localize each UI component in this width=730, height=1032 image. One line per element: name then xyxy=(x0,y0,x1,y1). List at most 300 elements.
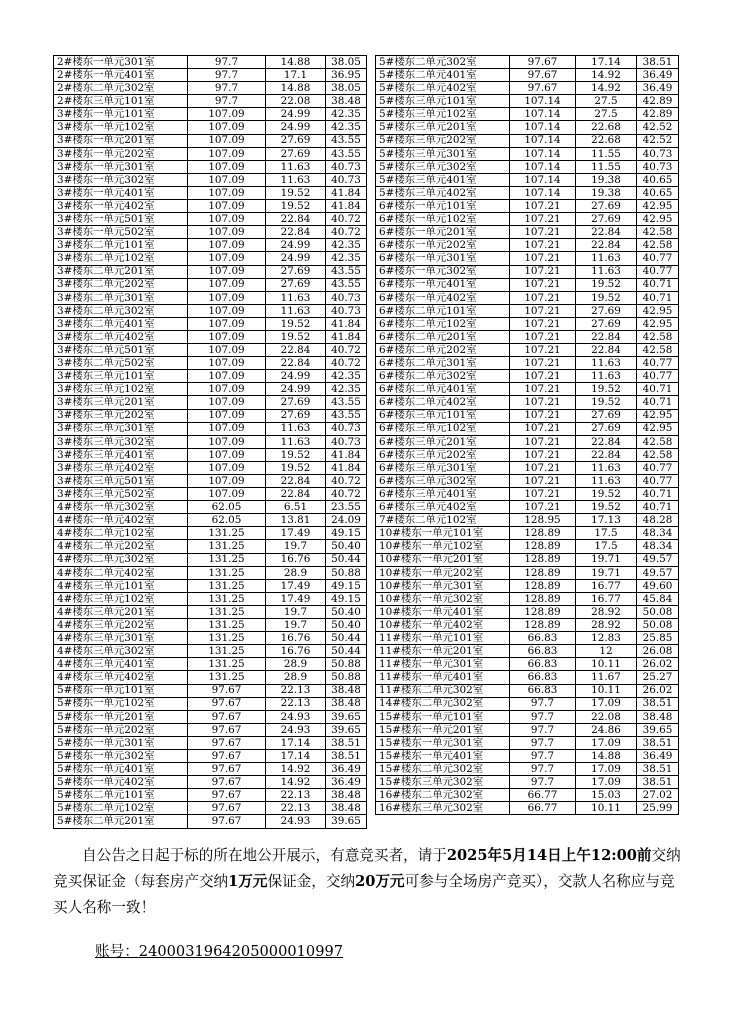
area-value: 107.09 xyxy=(188,409,266,422)
table-row xyxy=(54,501,367,514)
price-value: 39.65 xyxy=(326,815,367,828)
shared-value: 14.88 xyxy=(576,749,637,762)
area-value: 97.7 xyxy=(188,95,266,108)
area-value: 107.09 xyxy=(188,121,266,134)
room-name: 3#楼东三单元302室 xyxy=(54,435,188,448)
house-table-right xyxy=(375,55,679,815)
room-name: 3#楼东二单元401室 xyxy=(54,317,188,330)
room-name: 3#楼东三单元301室 xyxy=(54,422,188,435)
shared-value: 14.92 xyxy=(266,776,326,789)
price-value: 38.48 xyxy=(326,802,367,815)
table-row xyxy=(376,619,679,632)
price-value: 42.35 xyxy=(326,108,367,121)
table-row xyxy=(376,147,679,160)
area-value: 128.89 xyxy=(510,566,576,579)
shared-value: 27.69 xyxy=(576,422,637,435)
room-name: 10#楼东一单元202室 xyxy=(376,566,510,579)
area-value: 97.7 xyxy=(510,763,576,776)
price-value: 38.48 xyxy=(326,95,367,108)
notice-text: 保证金，交纳 xyxy=(267,873,356,890)
shared-value: 10.11 xyxy=(576,684,637,697)
area-value: 107.09 xyxy=(188,108,266,121)
table-row xyxy=(54,540,367,553)
price-value: 42.58 xyxy=(637,330,679,343)
price-value: 43.55 xyxy=(326,265,367,278)
room-name: 10#楼东一单元402室 xyxy=(376,619,510,632)
price-value: 38.05 xyxy=(326,56,367,69)
shared-value: 17.1 xyxy=(266,69,326,82)
area-value: 128.89 xyxy=(510,605,576,618)
price-value: 40.72 xyxy=(326,475,367,488)
table-row xyxy=(376,475,679,488)
table-row xyxy=(54,409,367,422)
area-value: 107.21 xyxy=(510,330,576,343)
shared-value: 15.03 xyxy=(576,789,637,802)
shared-value: 27.69 xyxy=(576,317,637,330)
area-value: 97.67 xyxy=(510,56,576,69)
price-value: 43.55 xyxy=(326,409,367,422)
area-value: 107.14 xyxy=(510,147,576,160)
table-row xyxy=(54,186,367,199)
area-value: 107.14 xyxy=(510,186,576,199)
shared-value: 11.55 xyxy=(576,160,637,173)
shared-value: 22.13 xyxy=(266,697,326,710)
price-value: 36.49 xyxy=(637,69,679,82)
deposit-amount: 1万元 xyxy=(228,873,268,890)
shared-value: 22.13 xyxy=(266,789,326,802)
room-name: 5#楼东一单元301室 xyxy=(54,736,188,749)
price-value: 36.49 xyxy=(637,749,679,762)
price-value: 38.51 xyxy=(637,697,679,710)
price-value: 41.84 xyxy=(326,461,367,474)
room-name: 6#楼东二单元101室 xyxy=(376,304,510,317)
price-value: 40.73 xyxy=(326,173,367,186)
table-row xyxy=(376,592,679,605)
price-value: 41.84 xyxy=(326,330,367,343)
table-row xyxy=(376,200,679,213)
shared-value: 27.69 xyxy=(266,409,326,422)
price-value: 45.84 xyxy=(637,592,679,605)
price-value: 26.02 xyxy=(637,684,679,697)
shared-value: 22.84 xyxy=(576,226,637,239)
area-value: 107.09 xyxy=(188,278,266,291)
area-value: 107.21 xyxy=(510,265,576,278)
price-value: 42.89 xyxy=(637,95,679,108)
table-row xyxy=(54,173,367,186)
price-value: 42.58 xyxy=(637,435,679,448)
shared-value: 14.92 xyxy=(266,763,326,776)
room-name: 4#楼东一单元302室 xyxy=(54,501,188,514)
deadline-text: 2025年5月14日上午12:00前 xyxy=(446,847,652,864)
area-value: 107.21 xyxy=(510,501,576,514)
price-value: 42.35 xyxy=(326,252,367,265)
table-row xyxy=(376,95,679,108)
table-row xyxy=(376,173,679,186)
table-row xyxy=(376,239,679,252)
room-name: 3#楼东二单元201室 xyxy=(54,265,188,278)
table-row xyxy=(376,56,679,69)
shared-value: 22.84 xyxy=(576,448,637,461)
shared-value: 19.52 xyxy=(576,291,637,304)
room-name: 3#楼东三单元401室 xyxy=(54,448,188,461)
table-row xyxy=(54,710,367,723)
table-row xyxy=(54,514,367,527)
room-name: 5#楼东二单元201室 xyxy=(54,815,188,828)
area-value: 66.83 xyxy=(510,684,576,697)
table-row xyxy=(54,252,367,265)
notice-text: 可参与全场房产竞买），交款人名称应与竞买人名称一致！ xyxy=(53,873,675,916)
area-value: 107.21 xyxy=(510,461,576,474)
table-row xyxy=(376,461,679,474)
table-row xyxy=(54,461,367,474)
price-value: 42.95 xyxy=(637,409,679,422)
area-value: 128.89 xyxy=(510,579,576,592)
table-row xyxy=(376,749,679,762)
room-name: 3#楼东一单元102室 xyxy=(54,121,188,134)
area-value: 107.14 xyxy=(510,134,576,147)
shared-value: 24.99 xyxy=(266,252,326,265)
price-value: 36.95 xyxy=(326,69,367,82)
shared-value: 22.13 xyxy=(266,802,326,815)
room-name: 5#楼东三单元301室 xyxy=(376,147,510,160)
area-value: 131.25 xyxy=(188,566,266,579)
shared-value: 17.14 xyxy=(576,56,637,69)
shared-value: 16.77 xyxy=(576,579,637,592)
area-value: 97.67 xyxy=(188,723,266,736)
price-value: 38.51 xyxy=(637,776,679,789)
area-value: 62.05 xyxy=(188,501,266,514)
price-value: 42.52 xyxy=(637,134,679,147)
room-name: 10#楼东一单元302室 xyxy=(376,592,510,605)
shared-value: 22.84 xyxy=(266,357,326,370)
price-value: 42.95 xyxy=(637,317,679,330)
table-row xyxy=(54,553,367,566)
area-value: 131.25 xyxy=(188,579,266,592)
table-row xyxy=(54,619,367,632)
price-value: 49.15 xyxy=(326,579,367,592)
table-row xyxy=(54,448,367,461)
shared-value: 16.76 xyxy=(266,553,326,566)
shared-value: 28.92 xyxy=(576,605,637,618)
shared-value: 19.38 xyxy=(576,173,637,186)
area-value: 107.21 xyxy=(510,448,576,461)
area-value: 107.21 xyxy=(510,357,576,370)
room-name: 15#楼东二单元302室 xyxy=(376,763,510,776)
area-value: 66.83 xyxy=(510,671,576,684)
table-row xyxy=(376,723,679,736)
shared-value: 17.09 xyxy=(576,763,637,776)
shared-value: 19.71 xyxy=(576,553,637,566)
room-name: 5#楼东一单元202室 xyxy=(54,723,188,736)
area-value: 107.21 xyxy=(510,396,576,409)
area-value: 97.7 xyxy=(510,723,576,736)
room-name: 2#楼东三单元101室 xyxy=(54,95,188,108)
room-name: 4#楼东三单元202室 xyxy=(54,619,188,632)
room-name: 6#楼东一单元301室 xyxy=(376,252,510,265)
price-value: 40.72 xyxy=(326,344,367,357)
price-value: 42.95 xyxy=(637,304,679,317)
area-value: 128.95 xyxy=(510,514,576,527)
area-value: 107.09 xyxy=(188,160,266,173)
price-value: 40.73 xyxy=(326,435,367,448)
shared-value: 19.52 xyxy=(266,200,326,213)
table-row xyxy=(376,304,679,317)
room-name: 5#楼东三单元201室 xyxy=(376,121,510,134)
price-value: 42.95 xyxy=(637,200,679,213)
house-table-left xyxy=(53,55,367,829)
shared-value: 27.69 xyxy=(576,213,637,226)
price-value: 26.08 xyxy=(637,645,679,658)
price-value: 43.55 xyxy=(326,134,367,147)
table-row xyxy=(54,592,367,605)
room-name: 6#楼东三单元101室 xyxy=(376,409,510,422)
room-name: 3#楼东一单元402室 xyxy=(54,200,188,213)
table-row xyxy=(376,605,679,618)
table-row xyxy=(54,147,367,160)
room-name: 6#楼东一单元201室 xyxy=(376,226,510,239)
area-value: 107.14 xyxy=(510,108,576,121)
room-name: 15#楼东一单元301室 xyxy=(376,736,510,749)
table-row xyxy=(54,121,367,134)
shared-value: 17.49 xyxy=(266,592,326,605)
area-value: 107.09 xyxy=(188,435,266,448)
price-value: 40.77 xyxy=(637,265,679,278)
table-row xyxy=(54,82,367,95)
room-name: 3#楼东三单元202室 xyxy=(54,409,188,422)
price-value: 42.95 xyxy=(637,213,679,226)
room-name: 3#楼东一单元301室 xyxy=(54,160,188,173)
price-value: 25.99 xyxy=(637,802,679,815)
area-value: 107.21 xyxy=(510,278,576,291)
room-name: 6#楼东二单元402室 xyxy=(376,396,510,409)
table-row xyxy=(376,344,679,357)
notice-paragraph xyxy=(53,843,683,921)
notice-text: 交纳竞买保证金（每套房产交纳 xyxy=(53,847,681,890)
price-value: 40.73 xyxy=(326,160,367,173)
shared-value: 27.69 xyxy=(576,200,637,213)
area-value: 131.25 xyxy=(188,671,266,684)
table-row xyxy=(54,344,367,357)
price-value: 41.84 xyxy=(326,186,367,199)
account-line xyxy=(95,940,343,961)
area-value: 107.21 xyxy=(510,291,576,304)
area-value: 107.09 xyxy=(188,370,266,383)
table-row xyxy=(376,383,679,396)
price-value: 50.88 xyxy=(326,671,367,684)
shared-value: 24.93 xyxy=(266,815,326,828)
table-row xyxy=(376,488,679,501)
table-row xyxy=(54,684,367,697)
area-value: 97.67 xyxy=(188,749,266,762)
area-value: 107.09 xyxy=(188,226,266,239)
table-row xyxy=(54,645,367,658)
price-value: 43.55 xyxy=(326,147,367,160)
room-name: 5#楼东一单元101室 xyxy=(54,684,188,697)
room-name: 3#楼东一单元101室 xyxy=(54,108,188,121)
shared-value: 12 xyxy=(576,645,637,658)
room-name: 11#楼东一单元401室 xyxy=(376,671,510,684)
shared-value: 24.99 xyxy=(266,239,326,252)
room-name: 3#楼东二单元301室 xyxy=(54,291,188,304)
area-value: 97.7 xyxy=(510,776,576,789)
price-value: 41.84 xyxy=(326,200,367,213)
shared-value: 22.84 xyxy=(576,330,637,343)
shared-value: 17.49 xyxy=(266,527,326,540)
area-value: 107.09 xyxy=(188,317,266,330)
area-value: 107.21 xyxy=(510,226,576,239)
shared-value: 22.84 xyxy=(576,435,637,448)
price-value: 42.58 xyxy=(637,239,679,252)
area-value: 97.67 xyxy=(188,763,266,776)
shared-value: 17.14 xyxy=(266,749,326,762)
room-name: 6#楼东三单元302室 xyxy=(376,475,510,488)
room-name: 4#楼东三单元401室 xyxy=(54,658,188,671)
room-name: 16#楼东二单元302室 xyxy=(376,789,510,802)
area-value: 97.67 xyxy=(188,710,266,723)
price-value: 50.40 xyxy=(326,605,367,618)
room-name: 5#楼东三单元101室 xyxy=(376,95,510,108)
room-name: 10#楼东一单元301室 xyxy=(376,579,510,592)
room-name: 5#楼东二单元401室 xyxy=(376,69,510,82)
price-value: 38.48 xyxy=(637,710,679,723)
table-row xyxy=(376,69,679,82)
area-value: 107.14 xyxy=(510,121,576,134)
price-value: 38.05 xyxy=(326,82,367,95)
table-row xyxy=(54,632,367,645)
area-value: 107.21 xyxy=(510,409,576,422)
area-value: 107.21 xyxy=(510,475,576,488)
price-value: 49.60 xyxy=(637,579,679,592)
area-value: 107.21 xyxy=(510,252,576,265)
area-value: 97.7 xyxy=(188,82,266,95)
area-value: 107.14 xyxy=(510,160,576,173)
table-row xyxy=(54,723,367,736)
table-row xyxy=(376,213,679,226)
shared-value: 22.08 xyxy=(266,95,326,108)
room-name: 3#楼东二单元502室 xyxy=(54,357,188,370)
price-value: 40.73 xyxy=(326,422,367,435)
table-row xyxy=(376,658,679,671)
shared-value: 27.69 xyxy=(576,409,637,422)
price-value: 40.77 xyxy=(637,475,679,488)
price-value: 50.08 xyxy=(637,605,679,618)
price-value: 24.09 xyxy=(326,514,367,527)
room-name: 4#楼东三单元301室 xyxy=(54,632,188,645)
price-value: 50.88 xyxy=(326,658,367,671)
shared-value: 14.92 xyxy=(576,69,637,82)
price-value: 50.44 xyxy=(326,645,367,658)
table-row xyxy=(54,265,367,278)
price-value: 42.58 xyxy=(637,448,679,461)
price-value: 42.35 xyxy=(326,121,367,134)
room-name: 10#楼东一单元401室 xyxy=(376,605,510,618)
shared-value: 22.68 xyxy=(576,134,637,147)
price-value: 42.35 xyxy=(326,383,367,396)
area-value: 107.21 xyxy=(510,213,576,226)
shared-value: 16.76 xyxy=(266,632,326,645)
room-name: 6#楼东一单元402室 xyxy=(376,291,510,304)
price-value: 49.57 xyxy=(637,566,679,579)
room-name: 3#楼东一单元201室 xyxy=(54,134,188,147)
room-name: 15#楼东一单元101室 xyxy=(376,710,510,723)
room-name: 3#楼东三单元201室 xyxy=(54,396,188,409)
table-row xyxy=(54,357,367,370)
room-name: 5#楼东三单元102室 xyxy=(376,108,510,121)
shared-value: 17.5 xyxy=(576,527,637,540)
shared-value: 24.99 xyxy=(266,383,326,396)
price-value: 40.65 xyxy=(637,173,679,186)
shared-value: 14.88 xyxy=(266,56,326,69)
shared-value: 17.09 xyxy=(576,697,637,710)
table-row xyxy=(376,553,679,566)
area-value: 97.67 xyxy=(188,697,266,710)
table-row xyxy=(54,488,367,501)
table-row xyxy=(54,435,367,448)
shared-value: 27.69 xyxy=(266,278,326,291)
area-value: 97.7 xyxy=(510,710,576,723)
area-value: 97.67 xyxy=(188,776,266,789)
area-value: 107.21 xyxy=(510,435,576,448)
price-value: 40.77 xyxy=(637,357,679,370)
room-name: 3#楼东二单元302室 xyxy=(54,304,188,317)
shared-value: 16.76 xyxy=(266,645,326,658)
table-row xyxy=(376,160,679,173)
shared-value: 14.92 xyxy=(576,82,637,95)
price-value: 40.65 xyxy=(637,186,679,199)
price-value: 38.48 xyxy=(326,789,367,802)
table-row xyxy=(376,540,679,553)
room-name: 4#楼东三单元201室 xyxy=(54,605,188,618)
table-row xyxy=(54,776,367,789)
shared-value: 28.92 xyxy=(576,619,637,632)
table-row xyxy=(54,383,367,396)
room-name: 3#楼东二单元402室 xyxy=(54,330,188,343)
price-value: 40.73 xyxy=(637,147,679,160)
area-value: 107.09 xyxy=(188,186,266,199)
shared-value: 11.63 xyxy=(266,173,326,186)
room-name: 3#楼东三单元501室 xyxy=(54,475,188,488)
price-value: 49.15 xyxy=(326,592,367,605)
area-value: 131.25 xyxy=(188,553,266,566)
shared-value: 24.99 xyxy=(266,108,326,121)
shared-value: 24.99 xyxy=(266,121,326,134)
table-row xyxy=(54,763,367,776)
area-value: 107.09 xyxy=(188,213,266,226)
shared-value: 22.08 xyxy=(576,710,637,723)
shared-value: 11.63 xyxy=(266,160,326,173)
table-row xyxy=(54,802,367,815)
shared-value: 19.7 xyxy=(266,540,326,553)
area-value: 131.25 xyxy=(188,527,266,540)
price-value: 40.72 xyxy=(326,213,367,226)
table-row xyxy=(376,671,679,684)
price-value: 43.55 xyxy=(326,278,367,291)
room-name: 3#楼东三单元101室 xyxy=(54,370,188,383)
room-name: 3#楼东一单元202室 xyxy=(54,147,188,160)
account-label: 账号： xyxy=(95,943,139,960)
price-value: 48.34 xyxy=(637,527,679,540)
table-row xyxy=(54,815,367,828)
room-name: 6#楼东三单元402室 xyxy=(376,501,510,514)
room-name: 5#楼东一单元102室 xyxy=(54,697,188,710)
price-value: 40.73 xyxy=(326,291,367,304)
room-name: 4#楼东一单元402室 xyxy=(54,514,188,527)
shared-value: 19.52 xyxy=(266,317,326,330)
shared-value: 11.63 xyxy=(266,291,326,304)
table-row xyxy=(376,108,679,121)
room-name: 6#楼东一单元202室 xyxy=(376,239,510,252)
price-value: 38.51 xyxy=(637,56,679,69)
